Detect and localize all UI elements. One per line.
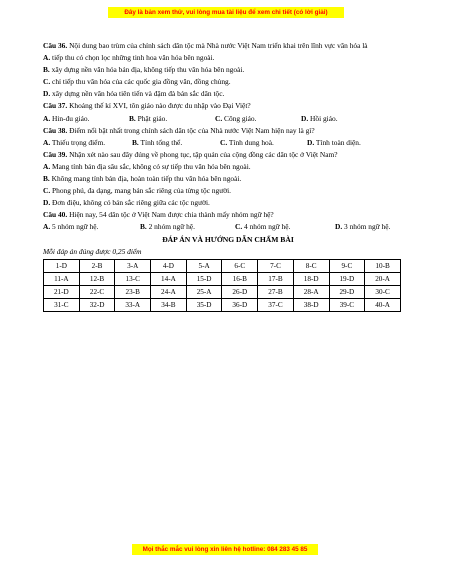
answer-table — [43, 259, 401, 312]
question-36 — [43, 40, 413, 52]
option-key: D. — [43, 198, 51, 208]
question-text: Hiện nay, 54 dân tộc ở Việt Nam được chia thành mấy nhóm ngữ hệ? — [67, 210, 274, 220]
answer-cell: 26-D — [222, 285, 258, 298]
option-key: D. — [335, 222, 343, 232]
option-d — [43, 88, 413, 100]
option-key: C. — [235, 222, 243, 232]
table-row — [44, 272, 401, 285]
answer-cell: 38-D — [293, 298, 329, 311]
question-40 — [43, 209, 413, 221]
question-label: Câu 37. — [43, 101, 68, 111]
question-label: Câu 36. — [43, 41, 68, 50]
preview-banner — [108, 7, 344, 18]
answer-cell: 2-B — [79, 259, 115, 272]
question-text: Nhận xét nào sau đây đúng về phong tục, tập quán của cộng đồng các dân tộc ở Việt Nam? — [67, 149, 338, 159]
answer-cell: 27-B — [258, 285, 294, 298]
option-text: Tính dung hoà. — [227, 137, 274, 147]
option-d — [43, 197, 413, 209]
option-c — [215, 113, 301, 125]
option-a — [43, 113, 129, 125]
answer-cell: 6-C — [222, 259, 258, 272]
option-key: C. — [43, 77, 51, 87]
option-a — [43, 137, 132, 149]
option-a — [43, 161, 413, 173]
answer-cell: 31-C — [44, 298, 80, 311]
answer-cell: 13-C — [115, 272, 151, 285]
option-key: B. — [43, 65, 50, 75]
option-text: 5 nhóm ngữ hệ. — [50, 222, 99, 232]
option-text: 4 nhóm ngữ hệ. — [242, 222, 291, 232]
answer-key-note: Mỗi đáp án đúng được 0,25 điểm — [43, 246, 142, 256]
answer-cell: 36-D — [222, 298, 258, 311]
answer-cell: 22-C — [79, 285, 115, 298]
option-d — [335, 221, 390, 233]
answer-cell: 1-D — [44, 259, 80, 272]
contact-banner — [132, 544, 318, 555]
answer-cell: 12-B — [79, 272, 115, 285]
option-d — [307, 137, 361, 149]
question-text: Khoảng thế kỉ XVI, tôn giáo nào được du nhập vào Đại Việt? — [67, 101, 251, 111]
option-text: Đơn điệu, không có bản sắc riêng giữa các tộc người. — [50, 198, 210, 208]
option-c — [43, 76, 413, 88]
option-b — [132, 137, 220, 149]
option-b — [43, 64, 413, 76]
option-text: tiếp thu có chọn lọc những tinh hoa văn hóa bên ngoài. — [50, 53, 215, 63]
option-text: Công giáo. — [222, 113, 257, 123]
answer-cell: 9-C — [329, 259, 365, 272]
question-38 — [43, 125, 413, 137]
option-text: xây dựng nền văn hóa tiên tiến và đậm đà bản sắc dân tộc. — [50, 89, 225, 99]
table-row — [44, 285, 401, 298]
answer-cell: 17-B — [258, 272, 294, 285]
option-key: A. — [43, 53, 51, 63]
option-c — [43, 185, 413, 197]
answer-cell: 11-A — [44, 272, 80, 285]
answer-cell: 40-A — [365, 298, 401, 311]
answer-cell: 10-B — [365, 259, 401, 272]
contact-banner-text: Mọi thắc mắc vui lòng xin liên hệ hotline: 084 283 45 85 — [142, 546, 308, 553]
answer-cell: 15-D — [186, 272, 222, 285]
option-a — [43, 221, 140, 233]
table-row — [44, 259, 401, 272]
answer-cell: 28-A — [293, 285, 329, 298]
answer-cell: 4-D — [151, 259, 187, 272]
answer-cell: 35-D — [186, 298, 222, 311]
option-key: B. — [43, 174, 50, 184]
answer-cell: 5-A — [186, 259, 222, 272]
question-37 — [43, 100, 413, 112]
option-text: chỉ tiếp thu văn hóa của các quốc gia đồng văn, đồng chủng. — [50, 77, 231, 87]
answer-cell: 39-C — [329, 298, 365, 311]
answer-cell: 16-B — [222, 272, 258, 285]
option-text: Tính toàn diện. — [314, 137, 361, 147]
answer-cell: 23-B — [115, 285, 151, 298]
option-text: 2 nhóm ngữ hệ. — [146, 222, 195, 232]
option-text: Hồi giáo. — [308, 113, 338, 123]
question-label: Câu 39. — [43, 149, 68, 159]
option-key: D. — [43, 89, 51, 99]
document-body — [43, 40, 413, 312]
option-b — [129, 113, 215, 125]
option-key: C. — [43, 186, 51, 196]
answer-cell: 7-C — [258, 259, 294, 272]
answer-cell: 18-D — [293, 272, 329, 285]
question-39 — [43, 149, 413, 161]
option-c — [235, 221, 335, 233]
option-text: 3 nhóm ngữ hệ. — [342, 222, 391, 232]
question-text: Nội dung bao trùm của chính sách dân tộc mà Nhà nước Việt Nam triển khai trên lĩnh vực văn hóa là — [67, 41, 368, 50]
option-text: Mang tính bản địa sâu sắc, không có sự tiếp thu văn hóa bên ngoài. — [50, 161, 251, 171]
option-key: A. — [43, 113, 51, 123]
option-key: B. — [140, 222, 147, 232]
answer-cell: 37-C — [258, 298, 294, 311]
answer-cell: 8-C — [293, 259, 329, 272]
option-text: Hin-đu giáo. — [50, 113, 90, 123]
options-row — [43, 221, 413, 233]
option-text: xây dựng nền văn hóa bản địa, không tiếp thu văn hóa bên ngoài. — [49, 65, 245, 75]
answer-cell: 34-B — [151, 298, 187, 311]
answer-cell: 19-D — [329, 272, 365, 285]
question-label: Câu 38. — [43, 125, 68, 135]
answer-cell: 14-A — [151, 272, 187, 285]
answer-cell: 21-D — [44, 285, 80, 298]
question-label: Câu 40. — [43, 210, 68, 220]
option-d — [301, 113, 401, 125]
option-b — [43, 173, 413, 185]
answer-cell: 24-A — [151, 285, 187, 298]
options-row — [43, 113, 413, 125]
option-b — [140, 221, 235, 233]
option-key: A. — [43, 161, 51, 171]
option-text: Phong phú, đa dạng, mang bản sắc riêng của từng tộc người. — [50, 186, 232, 196]
answer-cell: 29-D — [329, 285, 365, 298]
option-text: Tính tổng thể. — [138, 137, 183, 147]
answer-key-title: ĐÁP ÁN VÀ HƯỚNG DẪN CHẤM BÀI — [162, 234, 294, 244]
option-key: B. — [129, 113, 136, 123]
option-text: Thiếu trọng điểm. — [50, 137, 106, 147]
options-row — [43, 137, 413, 149]
option-key: B. — [132, 137, 139, 147]
option-c — [220, 137, 307, 149]
answer-cell: 32-D — [79, 298, 115, 311]
option-a — [43, 52, 413, 64]
option-key: A. — [43, 222, 51, 232]
answer-cell: 33-A — [115, 298, 151, 311]
table-row — [44, 298, 401, 311]
option-key: A. — [43, 137, 51, 147]
option-text: Không mang tính bản địa, hoàn toàn tiếp thu văn hóa bên ngoài. — [49, 174, 242, 184]
option-key: C. — [215, 113, 223, 123]
answer-cell: 25-A — [186, 285, 222, 298]
option-key: D. — [307, 137, 315, 147]
option-text: Phật giáo. — [135, 113, 168, 123]
answer-cell: 3-A — [115, 259, 151, 272]
option-key: C. — [220, 137, 228, 147]
preview-banner-text: Đây là bản xem thử, vui lòng mua tài liệu để xem chi tiết (có lời giải) — [124, 9, 328, 16]
answer-cell: 30-C — [365, 285, 401, 298]
option-key: D. — [301, 113, 309, 123]
question-text: Điểm nổi bật nhất trong chính sách dân tộc của Nhà nước Việt Nam hiện nay là gì? — [67, 125, 315, 135]
answer-cell: 20-A — [365, 272, 401, 285]
